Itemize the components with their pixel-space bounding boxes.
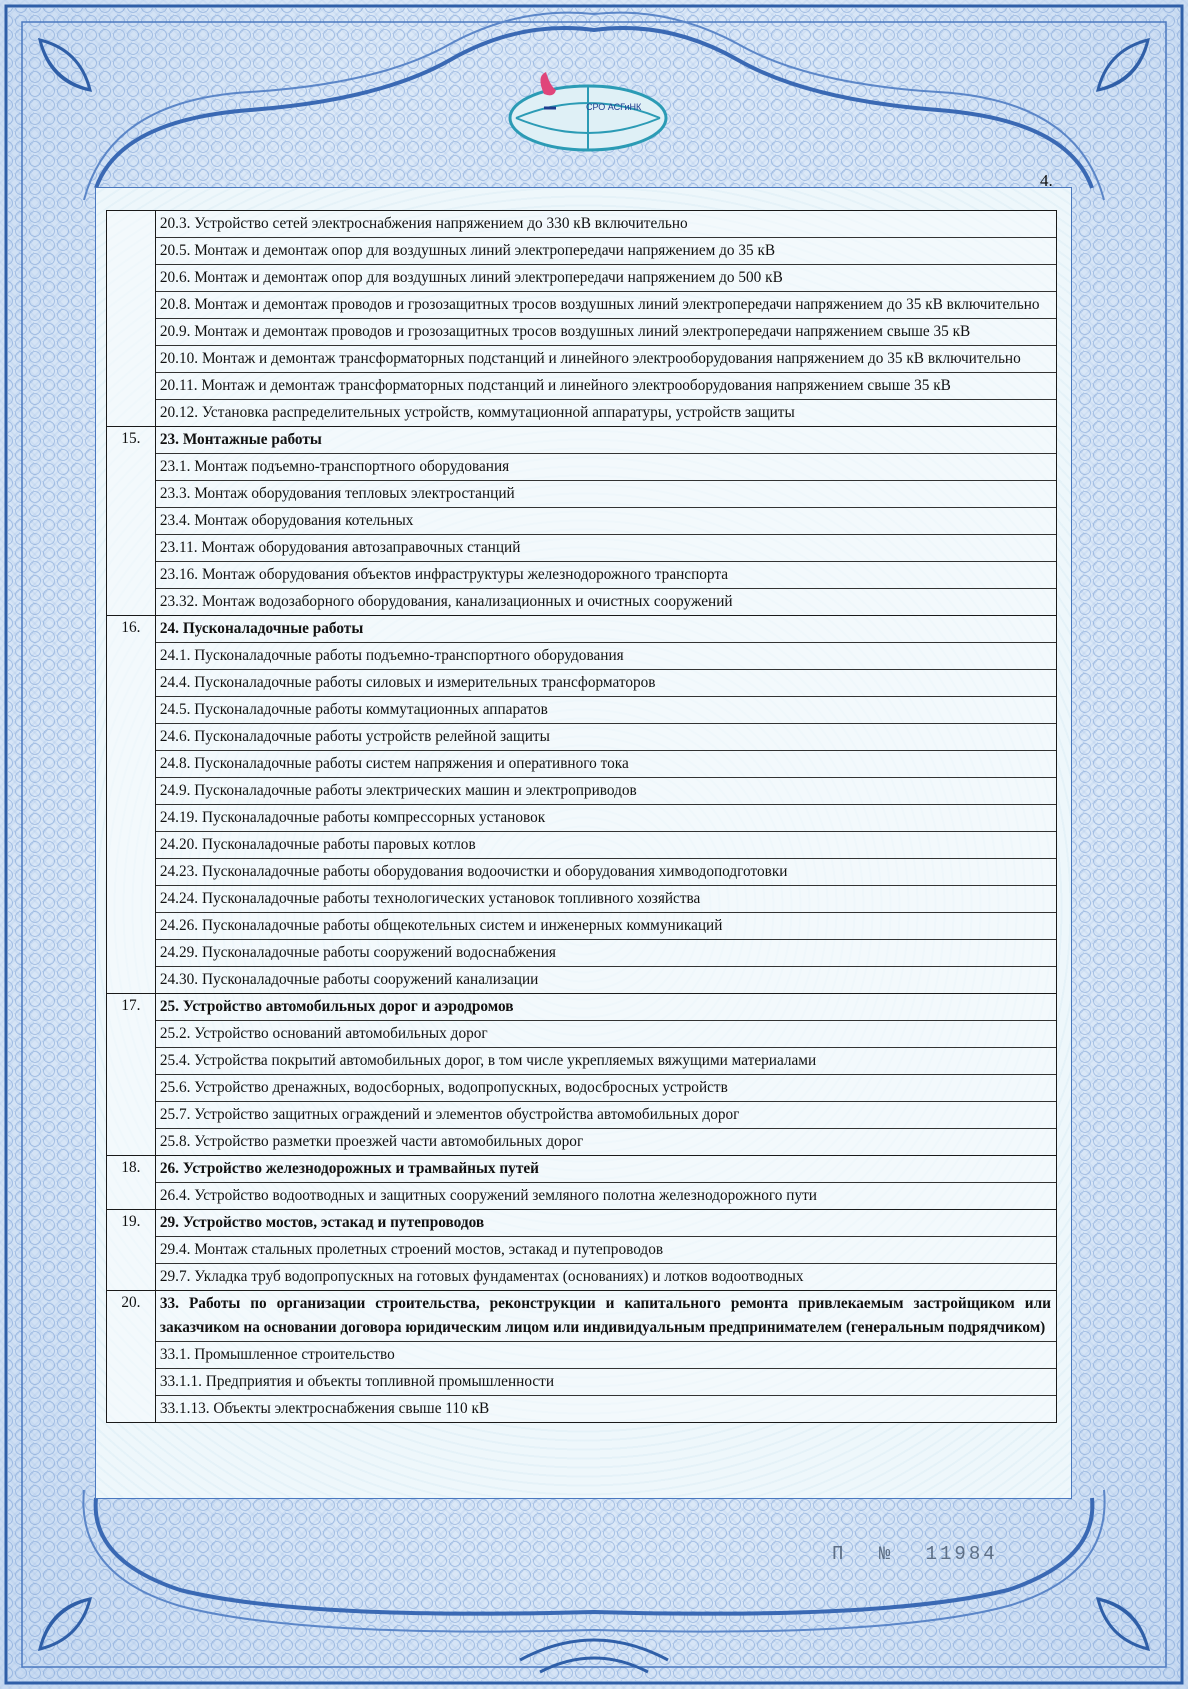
table-row (107, 1291, 1057, 1423)
row-number-cell (107, 211, 156, 427)
list-item: 24.19. Пусконаладочные работы компрессорных установок (156, 804, 1056, 831)
number-sign: № (878, 1543, 894, 1565)
row-number: 19. (107, 1210, 156, 1291)
row-items-cell (155, 1156, 1056, 1210)
row-number: 20. (107, 1291, 156, 1423)
list-item: 24.1. Пусконаладочные работы подъемно-транспортного оборудования (156, 642, 1056, 669)
list-item: 23.4. Монтаж оборудования котельных (156, 507, 1056, 534)
row-items-cell (155, 994, 1056, 1156)
list-item: 24.20. Пусконаладочные работы паровых котлов (156, 831, 1056, 858)
row-number: 16. (107, 616, 156, 994)
list-item: 20.12. Установка распределительных устройств, коммутационной аппаратуры, устройств защиты (156, 399, 1056, 426)
table-row (107, 211, 1057, 427)
list-item: 24.23. Пусконаладочные работы оборудования водоочистки и оборудования химводоподготовки (156, 858, 1056, 885)
list-item: 24.30. Пусконаладочные работы сооружений канализации (156, 966, 1056, 993)
list-item: 24.5. Пусконаладочные работы коммутационных аппаратов (156, 696, 1056, 723)
section-heading: 23. Монтажные работы (159, 431, 322, 448)
section-heading: 29. Устройство мостов, эстакад и путепроводов (159, 1214, 485, 1231)
row-items-cell (155, 1291, 1056, 1423)
list-item: 23.32. Монтаж водозаборного оборудования, канализационных и очистных сооружений (156, 588, 1056, 615)
list-item: 25.6. Устройство дренажных, водосборных, водопропускных, водосбросных устройств (156, 1074, 1056, 1101)
row-items-cell (155, 1210, 1056, 1291)
list-item: 20.8. Монтаж и демонтаж проводов и грозозащитных тросов воздушных линий электропередачи напряжением до 35 кВ включительно (156, 291, 1056, 318)
list-item: 24.26. Пусконаладочные работы общекотельных систем и инженерных коммуникаций (156, 912, 1056, 939)
work-types-table (106, 210, 1057, 1423)
list-item: 23.16. Монтаж оборудования объектов инфраструктуры железнодорожного транспорта (156, 561, 1056, 588)
certificate-number-value: 11984 (925, 1543, 998, 1565)
list-item: 29.4. Монтаж стальных пролетных строений мостов, эстакад и путепроводов (156, 1236, 1056, 1263)
sro-emblem-logo (498, 68, 678, 158)
row-number: 18. (107, 1156, 156, 1210)
row-number: 15. (107, 427, 156, 616)
certificate-series: П (832, 1543, 847, 1565)
list-item: 20.11. Монтаж и демонтаж трансформаторных подстанций и линейного электрооборудования напряжением свыше 35 кВ (156, 372, 1056, 399)
table-row (107, 994, 1057, 1156)
list-item: 24.6. Пусконаладочные работы устройств релейной защиты (156, 723, 1056, 750)
list-item: 33.1.1. Предприятия и объекты топливной промышленности (156, 1368, 1056, 1395)
row-items-cell (155, 211, 1056, 427)
table-row (107, 427, 1057, 616)
list-item: 25.8. Устройство разметки проезжей части автомобильных дорог (156, 1128, 1056, 1155)
list-item: 20.3. Устройство сетей электроснабжения напряжением до 330 кВ включительно (159, 215, 688, 232)
list-item: 26.4. Устройство водоотводных и защитных сооружений земляного полотна железнодорожного пути (156, 1182, 1056, 1209)
list-item: 25.2. Устройство оснований автомобильных дорог (156, 1020, 1056, 1047)
table-row (107, 616, 1057, 994)
section-heading: 33. Работы по организации строительства, реконструкции и капитального ремонта привлекаемым застройщиком или заказчиком на основании договора юридическим лицом или индивидуальным предпринимателем (генеральным подрядчиком) (159, 1295, 1051, 1336)
list-item: 24.24. Пусконаладочные работы технологических установок топливного хозяйства (156, 885, 1056, 912)
svg-text:СРО АСГиНК: СРО АСГиНК (586, 102, 642, 112)
list-item: 24.4. Пусконаладочные работы силовых и измерительных трансформаторов (156, 669, 1056, 696)
table-row (107, 1210, 1057, 1291)
list-item: 20.10. Монтаж и демонтаж трансформаторных подстанций и линейного электрооборудования напряжением до 35 кВ включительно (156, 345, 1056, 372)
certificate-number (832, 1543, 1016, 1565)
list-item: 20.9. Монтаж и демонтаж проводов и грозозащитных тросов воздушных линий электропередачи напряжением свыше 35 кВ (156, 318, 1056, 345)
list-item: 23.1. Монтаж подъемно-транспортного оборудования (156, 453, 1056, 480)
list-item: 23.11. Монтаж оборудования автозаправочных станций (156, 534, 1056, 561)
list-item: 23.3. Монтаж оборудования тепловых электростанций (156, 480, 1056, 507)
row-items-cell (155, 616, 1056, 994)
list-item: 33.1.13. Объекты электроснабжения свыше 110 кВ (156, 1395, 1056, 1422)
list-item: 29.7. Укладка труб водопропускных на готовых фундаментах (основаниях) и лотков водоотводных (156, 1263, 1056, 1290)
list-item: 20.5. Монтаж и демонтаж опор для воздушных линий электропередачи напряжением до 35 кВ (156, 237, 1056, 264)
list-item: 25.7. Устройство защитных ограждений и элементов обустройства автомобильных дорог (156, 1101, 1056, 1128)
list-item: 20.6. Монтаж и демонтаж опор для воздушных линий электропередачи напряжением до 500 кВ (156, 264, 1056, 291)
row-number: 17. (107, 994, 156, 1156)
section-heading: 24. Пусконаладочные работы (159, 620, 364, 637)
list-item: 24.29. Пусконаладочные работы сооружений водоснабжения (156, 939, 1056, 966)
row-items-cell (155, 427, 1056, 616)
section-heading: 26. Устройство железнодорожных и трамвайных путей (159, 1160, 539, 1177)
section-heading: 25. Устройство автомобильных дорог и аэродромов (159, 998, 514, 1015)
list-item: 25.4. Устройства покрытий автомобильных дорог, в том числе укрепляемых вяжущими материалами (156, 1047, 1056, 1074)
table-row (107, 1156, 1057, 1210)
page-number: 4. (1040, 171, 1053, 190)
list-item: 24.9. Пусконаладочные работы электрических машин и электроприводов (156, 777, 1056, 804)
list-item: 33.1. Промышленное строительство (156, 1341, 1056, 1368)
list-item: 24.8. Пусконаладочные работы систем напряжения и оперативного тока (156, 750, 1056, 777)
